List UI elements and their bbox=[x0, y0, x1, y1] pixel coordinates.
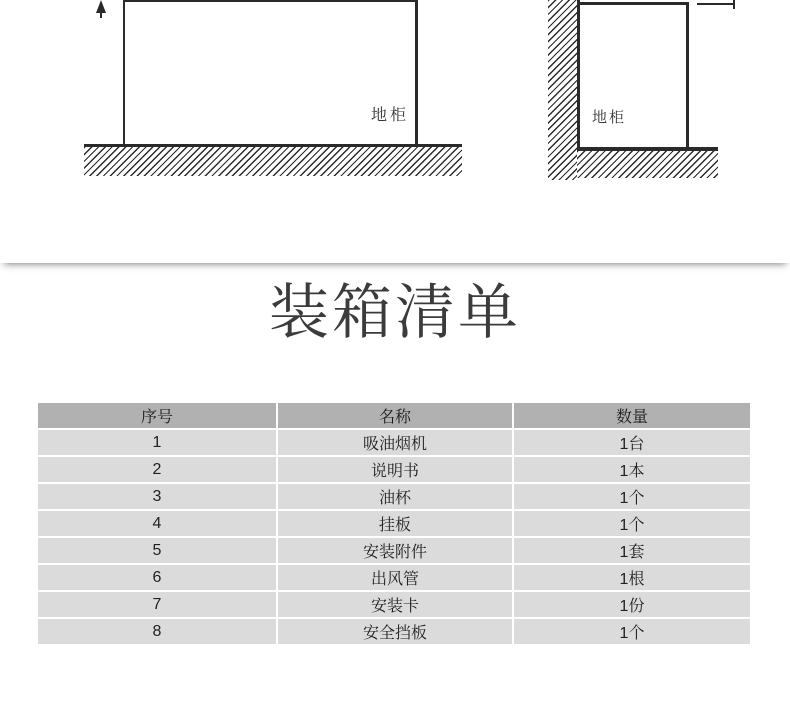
table-cell: 1份 bbox=[514, 592, 750, 617]
installation-diagrams-section bbox=[0, 0, 790, 263]
table-cell: 6 bbox=[38, 565, 276, 590]
cabinet-label-right: 地柜 bbox=[592, 110, 627, 126]
table-cell: 安装附件 bbox=[278, 538, 512, 563]
table-cell: 吸油烟机 bbox=[278, 430, 512, 455]
table-cell: 安装卡 bbox=[278, 592, 512, 617]
table-cell: 1本 bbox=[514, 457, 750, 482]
dimension-line-tick bbox=[733, 0, 735, 9]
table-header-cell: 序号 bbox=[38, 403, 276, 428]
table-cell: 7 bbox=[38, 592, 276, 617]
packing-list-table bbox=[38, 403, 750, 644]
table-cell: 1套 bbox=[514, 538, 750, 563]
dimension-line-fragment bbox=[697, 3, 735, 5]
table-cell: 8 bbox=[38, 619, 276, 644]
table-cell: 出风管 bbox=[278, 565, 512, 590]
cabinet-label-left: 地柜 bbox=[371, 107, 410, 124]
table-header-cell: 数量 bbox=[514, 403, 750, 428]
table-cell: 油杯 bbox=[278, 484, 512, 509]
table-cell: 1个 bbox=[514, 511, 750, 536]
table-cell: 5 bbox=[38, 538, 276, 563]
base-cabinet-outline-right bbox=[580, 2, 689, 150]
table-cell: 2 bbox=[38, 457, 276, 482]
table-cell: 3 bbox=[38, 484, 276, 509]
table-cell: 1根 bbox=[514, 565, 750, 590]
wall-hatch-right bbox=[548, 0, 577, 180]
table-cell: 安全挡板 bbox=[278, 619, 512, 644]
table-cell: 1 bbox=[38, 430, 276, 455]
table-cell: 1台 bbox=[514, 430, 750, 455]
table-cell: 1个 bbox=[514, 619, 750, 644]
dimension-arrow-stem bbox=[100, 10, 102, 18]
table-cell: 1个 bbox=[514, 484, 750, 509]
floor-hatch-left bbox=[84, 147, 462, 176]
table-cell: 4 bbox=[38, 511, 276, 536]
table-cell: 挂板 bbox=[278, 511, 512, 536]
table-header-cell: 名称 bbox=[278, 403, 512, 428]
page-title: 装箱清单 bbox=[269, 279, 521, 346]
table-cell: 说明书 bbox=[278, 457, 512, 482]
floor-hatch-right bbox=[577, 151, 718, 178]
